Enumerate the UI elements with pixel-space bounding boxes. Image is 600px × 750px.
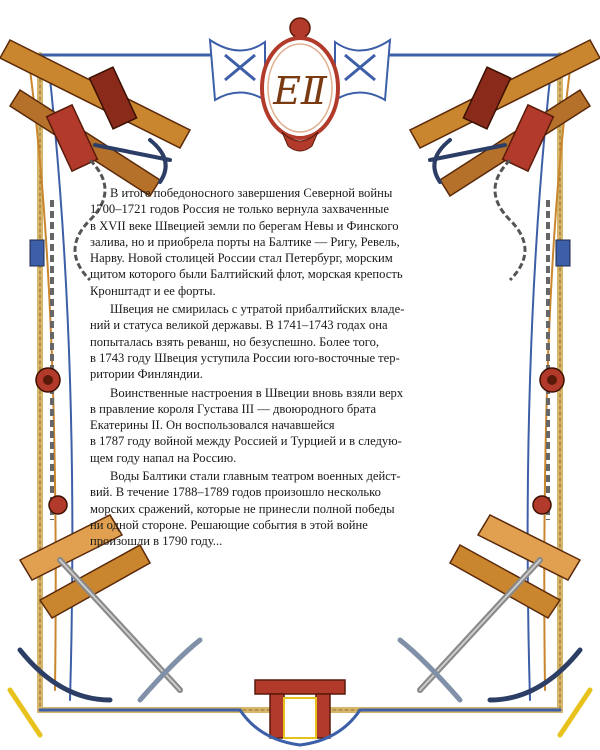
paragraph: Воинственные настроения в Швеции вновь взяли верх в правление короля Густава III — двоюродного брата Екатерины II. Он воспользовался начавшейся в 1787 году войной между Россией и Турцией и в следую- щем году напал на Россию.	[90, 385, 404, 465]
paragraph: В итоге победоносного завершения Северной войны 1700–1721 годов Россия не только вернула захваченные в XVII веке Швецией земли по берегам Невы и Финского залива, но и приобрела порты на Балтике — Ригу, Ревель, Нарву. Новой столицей России стал Петербург, морским щитом которого были Балтийский флот, морская крепость Кронштадт и ее форты.	[90, 186, 403, 298]
paragraph: Швеция не смирилась с утратой прибалтийских владе- ний и статуса великой державы. В 1741–1743 годах она попыталась взять реванш, но безуспешно. Более того, в 1743 году Швеция уступила России юго-восточные тер- ритории Финляндии.	[90, 302, 405, 382]
article-text	[90, 185, 490, 552]
left-rigging	[30, 200, 67, 520]
right-rigging	[533, 200, 570, 520]
monogram-crest	[210, 18, 390, 151]
imperial-monogram-icon: ЕⅡ	[273, 69, 327, 113]
paragraph: Воды Балтики стали главным театром военных дейст- вий. В течение 1788–1789 годов произошло несколько морских сражений, которые не принесли полной победы ни одной стороне. Решающие события в этой войне произошли в 1790 году...	[90, 469, 401, 549]
